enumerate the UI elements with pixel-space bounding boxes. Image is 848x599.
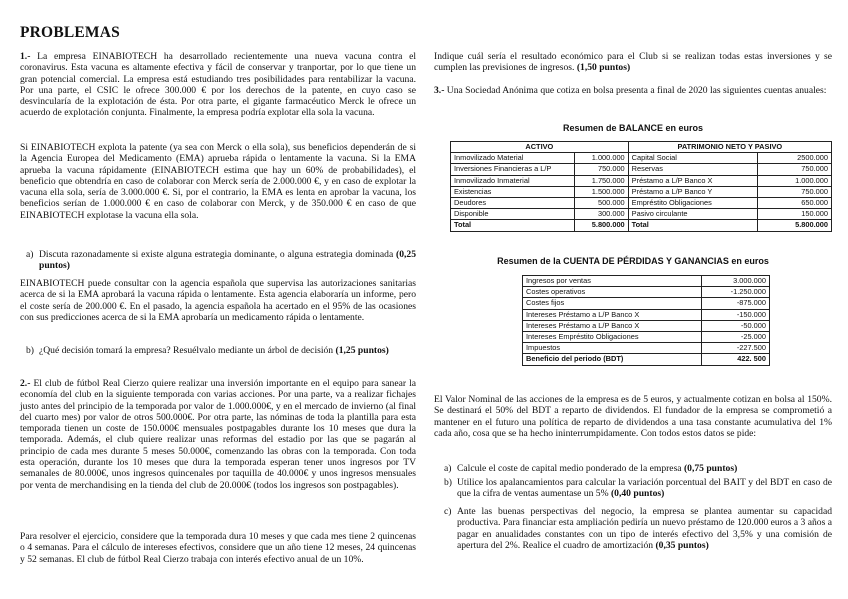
p3-question-c-text: Ante las buenas perspectivas del negocio, la empresa se plantea aumentar su capacidad productiva. Para financiar esta ampliación pediría un nuevo préstamo de 120.000 euros a 3 años a pagar en anualidades constantes con un tipo de interés efectivo del 3,5% y una comisión de apertura del 2%. Realice el cuadro de amortización — [457, 506, 832, 551]
problem-1-body-text: Si EINABIOTECH explota la patente (ya sea con Merck o ella sola), sus beneficios dependerán de si la Agencia Europea del Medicamento (EMA) aprueba rápida o lentamente la vacuna. Si la EMA aprueba la vacuna rápidamente (EINABIOTECH estima que hay un 60% de probabilidades), el beneficio que obtendría en caso de colaborar con Merck sería de 2.000.000 €, y en caso de explotar la vacuna ella sola, sería de 3.000.000 €. Si, por el contrario, la EMA es lenta en aprobar la vacuna, los beneficios serían de 1.000.000 € en caso de colaborar con Merck, y de 350.000 € en caso de que EINABIOTECH explotase la vacuna ella sola. — [20, 142, 416, 221]
p3-question-a-points: (0,75 puntos) — [683, 463, 738, 474]
balance-row — [451, 209, 832, 220]
page-title: PROBLEMAS — [20, 24, 120, 41]
problem-2-cont-text: Indique cuál sería el resultado económico para el Club si se realizan todas estas inversiones y se cumplen las previsiones de ingresos. — [434, 51, 832, 74]
balance-row — [451, 220, 832, 231]
balance-cell: 500.000 — [574, 198, 628, 209]
pyg-row — [523, 320, 770, 331]
problem-1-mid-text: EINABIOTECH puede consultar con la agencia española que supervisa las autorizaciones sanitarias acerca de si la EMA aprobará la vacuna rápida o lentamente. Esta agencia elaboraría un informe, pero el coste sería de 200.000 €. En el pasado, la agencia española ha acertado en el 95% de las ocasiones con sus predicciones acerca de si la EMA aprobaría un medicamento rápida o lentamente. — [20, 278, 416, 323]
problem-1-number: 1.- — [20, 51, 31, 62]
problem-3-intro-text: Una Sociedad Anónima que cotiza en bolsa presenta a final de 2020 las siguientes cuentas anuales: — [446, 85, 827, 96]
pyg-cell: Beneficio del periodo (BDT) — [523, 354, 702, 365]
pyg-cell: Intereses Empréstito Obligaciones — [523, 332, 702, 343]
balance-cell: Existencias — [451, 186, 575, 197]
pyg-row — [523, 332, 770, 343]
problem-3-question-c — [444, 506, 832, 566]
pyg-cell: -1.250.000 — [702, 287, 770, 298]
balance-cell: Préstamo a L/P Banco Y — [628, 186, 758, 197]
balance-cell: Préstamo a L/P Banco X — [628, 175, 758, 186]
pyg-cell: 3.000.000 — [702, 276, 770, 287]
balance-header-activo: ACTIVO — [451, 142, 629, 153]
problem-2-body — [20, 378, 416, 491]
balance-cell: 1.000.000 — [574, 153, 628, 164]
problem-1-intro — [20, 51, 416, 119]
balance-cell: 1.500.000 — [574, 186, 628, 197]
pyg-table — [522, 275, 770, 366]
question-a-label: a) — [26, 249, 34, 260]
balance-cell: Empréstito Obligaciones — [628, 198, 758, 209]
pyg-cell: Ingresos por ventas — [523, 276, 702, 287]
pyg-cell: -150.000 — [702, 309, 770, 320]
balance-row — [451, 175, 832, 186]
pyg-cell: Impuestos — [523, 343, 702, 354]
balance-cell: 1.000.000 — [758, 175, 832, 186]
balance-cell: 5.800.000 — [574, 220, 628, 231]
question-a-text: Discuta razonadamente si existe alguna estrategia dominante, o alguna estrategia dominada — [39, 249, 394, 260]
balance-cell: 5.800.000 — [758, 220, 832, 231]
balance-header-pasivo: PATRIMONIO NETO Y PASIVO — [628, 142, 831, 153]
pyg-cell: -227.500 — [702, 343, 770, 354]
balance-row — [451, 186, 832, 197]
balance-cell: 750.000 — [758, 186, 832, 197]
pyg-cell: -875.000 — [702, 298, 770, 309]
problem-3-body — [434, 394, 832, 439]
problem-3-intro — [434, 85, 832, 96]
balance-row — [451, 164, 832, 175]
balance-title: Resumen de BALANCE en euros — [562, 123, 704, 133]
pyg-row — [523, 298, 770, 309]
problem-1-mid — [20, 278, 416, 323]
balance-cell: Inversiones Financieras a L/P — [451, 164, 575, 175]
balance-row — [451, 153, 832, 164]
problem-1-question-a — [26, 249, 416, 273]
pyg-cell: -50.000 — [702, 320, 770, 331]
p3-question-c-points: (0,35 puntos) — [655, 539, 709, 551]
pyg-row — [523, 276, 770, 287]
balance-row — [451, 198, 832, 209]
question-a-points: (0,25 puntos) — [39, 249, 416, 272]
pyg-title: Resumen de la CUENTA DE PÉRDIDAS Y GANANCIAS en euros — [497, 256, 769, 266]
p3-question-a-label: a) — [444, 463, 452, 474]
problem-2-cont-points: (1,50 puntos) — [576, 62, 631, 74]
pyg-cell: -25.000 — [702, 332, 770, 343]
p3-question-b-points: (0,40 puntos) — [610, 488, 665, 500]
p3-question-c-label: c) — [444, 506, 452, 517]
question-b-points: (1,25 puntos) — [335, 345, 389, 356]
balance-cell: 150.000 — [758, 209, 832, 220]
p3-question-b-label: b) — [444, 477, 452, 488]
pyg-row — [523, 343, 770, 354]
balance-cell: Pasivo circulante — [628, 209, 758, 220]
pyg-row — [523, 287, 770, 298]
problem-1-body — [20, 142, 416, 221]
p3-question-a-text: Calcule el coste de capital medio ponderado de la empresa — [457, 463, 682, 474]
problem-3-question-b — [444, 477, 832, 501]
problem-2-number: 2.- — [20, 378, 31, 389]
problem-3-question-a — [444, 463, 832, 475]
balance-table — [450, 141, 832, 232]
problem-1-intro-text: La empresa EINABIOTECH ha desarrollado recientemente una nueva vacuna contra el coronavirus. Esta vacuna es altamente efectiva y fácil de conservar y tranportar, por lo que tiene un gran potencial comercial. La empresa está estudiando tres posibilidades para rentabilizar la vacuna. Por una parte, el CSIC le ofrece 300.000 € por los derechos de la patente, en cuyo caso se desvincularía de la explotación de ésta. Por otra parte, el gigante farmacéutico Merck le ofrece un acuerdo de explotación conjunta. Finalmente, la empresa podría explotar ella sola la vacuna. — [20, 51, 416, 119]
question-b-text: ¿Qué decisión tomará la empresa? Resuélvalo mediante un árbol de decisión — [39, 345, 334, 356]
pyg-cell: Costes operativos — [523, 287, 702, 298]
balance-cell: 750.000 — [574, 164, 628, 175]
problem-3-body-text: El Valor Nominal de las acciones de la empresa es de 5 euros, y actualmente cotizan en bolsa al 150%. Se destinará el 50% del BDT a reparto de dividendos. El fundador de la empresa se comprometió a mantener en el futuro una política de reparto de dividendos a una tasa constante acumulativa del 1% cada año, cosa que se ha hecho ininterrumpidamente. Con todos estos datos se pide: — [434, 394, 832, 439]
problem-2-body2 — [20, 531, 416, 565]
problem-2-body2-text: Para resolver el ejercicio, considere que la temporada dura 10 meses y que cada mes tiene 2 quincenas o 4 semanas. Para el cálculo de intereses efectivos, considere que un año tiene 12 meses, 24 quincenas y 52 semanas. El club de fútbol Real Cierzo trabaja con interés efectivo anual de un 10%. — [20, 531, 416, 565]
p3-question-b-text: Utilice los apalancamientos para calcular la variación porcentual del BAIT y del BDT en caso de que la cifra de ventas aumentase un 5% — [457, 477, 832, 500]
question-b-label: b) — [26, 345, 34, 356]
pyg-cell: Intereses Préstamo a L/P Banco X — [523, 309, 702, 320]
balance-cell: Total — [451, 220, 575, 231]
balance-cell: 1.750.000 — [574, 175, 628, 186]
balance-cell: Deudores — [451, 198, 575, 209]
pyg-cell: Costes fijos — [523, 298, 702, 309]
balance-cell: Reservas — [628, 164, 758, 175]
problem-2-continuation — [434, 51, 832, 74]
balance-cell: Capital Social — [628, 153, 758, 164]
pyg-row — [523, 354, 770, 365]
balance-cell: Inmovilizado Inmaterial — [451, 175, 575, 186]
balance-cell: Inmovilizado Material — [451, 153, 575, 164]
problem-1-question-b — [26, 345, 416, 369]
balance-cell: 650.000 — [758, 198, 832, 209]
problem-3-number: 3.- — [434, 85, 445, 96]
pyg-cell: Intereses Préstamo a L/P Banco X — [523, 320, 702, 331]
pyg-row — [523, 309, 770, 320]
balance-cell: Total — [628, 220, 758, 231]
balance-cell: Disponible — [451, 209, 575, 220]
problem-2-body-text: El club de fútbol Real Cierzo quiere realizar una inversión importante en el equipo para sanear la economía del club en la siguiente temporada con varias acciones. Por una parte, va a realizar fichajes justo antes del principio de la temporada por valor de 1.000.000€, y en el mercado de invierno (al final del cuarto mes) por valor de otros 500.000€. Por otra parte, las nóminas de toda la plantilla para esta temporada tienen un coste de 150.000€ mensuales postpagables durante los 10 meses que dura la temporada. Además, el club quiere realizar unas reformas del estadio por las que se pagarán al principio de cada mes durante 5 meses 50.000€, comenzando las obras con la temporada. Con toda esta operación, durante los 10 meses que dura la temporada esperan tener unos ingresos por TV semanales de 80.000€, unos ingresos quincenales por taquilla de 40.000€ y unos ingresos mensuales por venta de merchandising en la tienda del club de 20.000€ (todos los ingresos son postpagables). — [20, 378, 417, 491]
pyg-cell: 422. 500 — [702, 354, 770, 365]
balance-cell: 300.000 — [574, 209, 628, 220]
balance-cell: 2500.000 — [758, 153, 832, 164]
balance-cell: 750.000 — [758, 164, 832, 175]
